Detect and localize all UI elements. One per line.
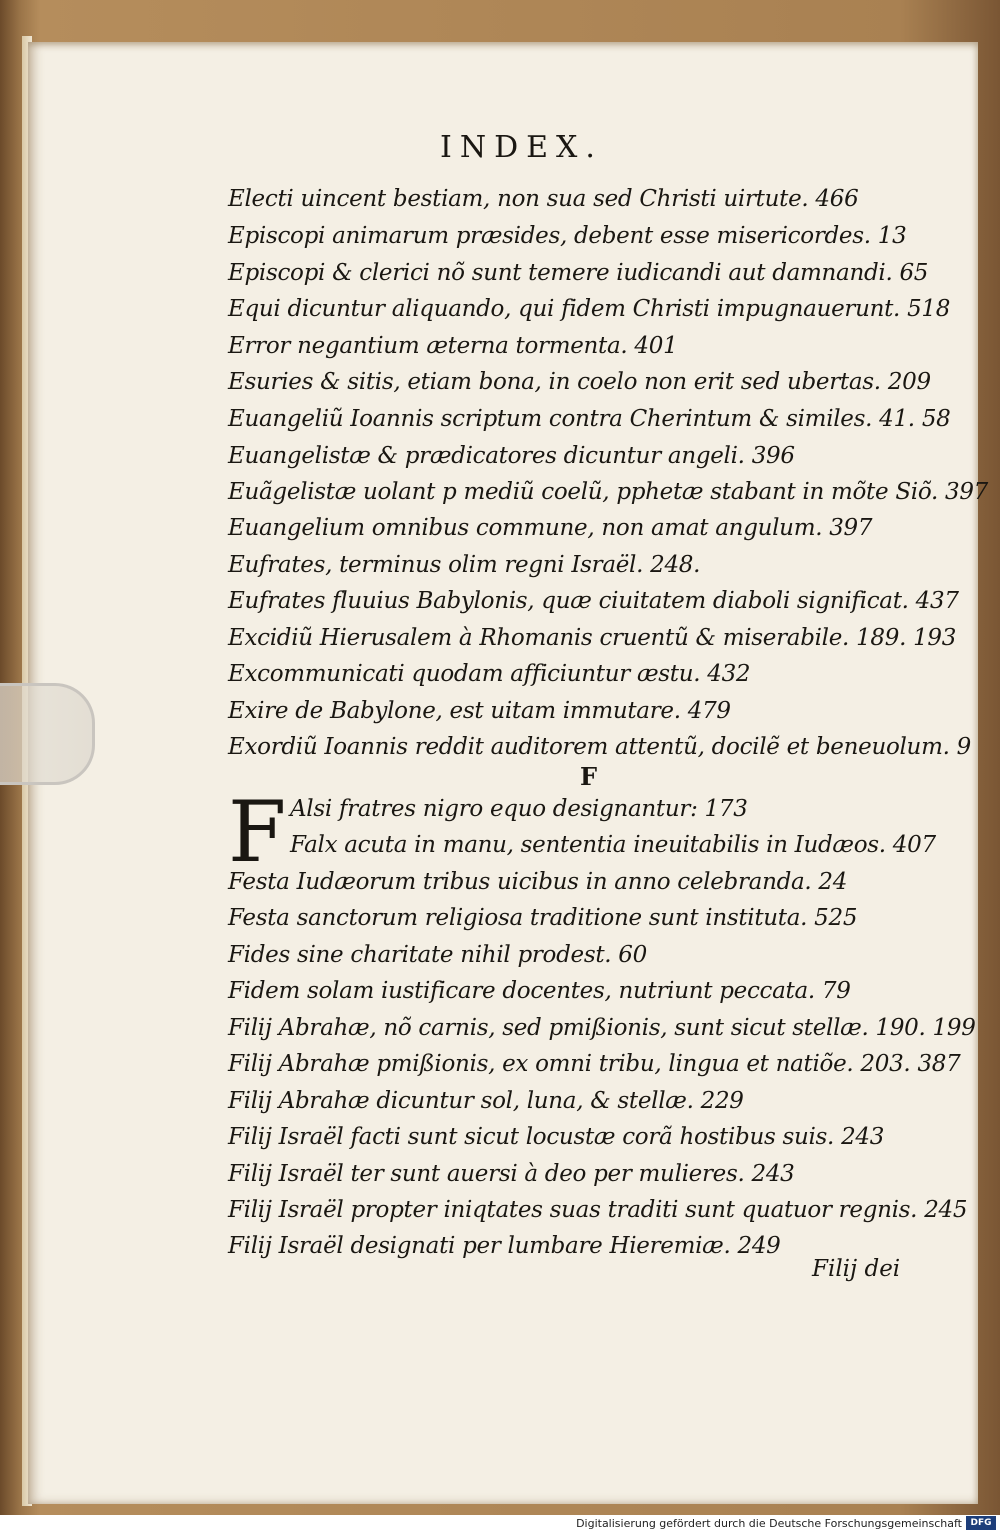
page-heading: INDEX. [440,130,603,165]
index-entry: Filij Abrahæ dicuntur sol, luna, & stellæ. 229 [228,1088,744,1114]
index-entry: Eufrates fluuius Babylonis, quæ ciuitatem diaboli significat. 437 [228,588,959,614]
index-entry: Falx acuta in manu, sententia ineuitabilis in Iudæos. 407 [290,832,936,858]
index-entry: Episcopi animarum præsides, debent esse misericordes. 13 [228,223,907,249]
index-entry: Excidiũ Hierusalem à Rhomanis cruentũ & miserabile. 189. 193 [228,625,957,651]
index-entry: Episcopi & clerici nõ sunt temere iudicandi aut damnandi. 65 [228,260,929,286]
catchword: Filij dei [812,1256,901,1282]
index-entry: Error negantium æterna tormenta. 401 [228,333,678,359]
index-entry: Esuries & sitis, etiam bona, in coelo non erit sed ubertas. 209 [228,369,931,395]
index-entry: Filij Abrahæ pmißionis, ex omni tribu, lingua et natiõe. 203. 387 [228,1051,961,1077]
index-entry: Euangelium omnibus commune, non amat angulum. 397 [228,515,873,541]
index-entry: Euangelistæ & prædicatores dicuntur angeli. 396 [228,443,795,469]
index-entry: Festa sanctorum religiosa traditione sunt instituta. 525 [228,905,858,931]
index-entry: Exire de Babylone, est uitam immutare. 479 [228,698,731,724]
index-entry: Fidem solam iustificare docentes, nutriunt peccata. 79 [228,978,851,1004]
index-entry: Electi uincent bestiam, non sua sed Christi uirtute. 466 [228,186,859,212]
index-entry: Eufrates, terminus olim regni Israël. 248. [228,552,701,578]
index-entry: Filij Israël designati per lumbare Hieremiæ. 249 [228,1233,781,1259]
index-entry: Euãgelistæ uolant p mediũ coelũ, pphetæ stabant in mõte Siõ. 397 [228,479,989,505]
index-entry: Filij Israël facti sunt sicut locustæ corã hostibus suis. 243 [228,1124,885,1150]
section-letter: F [580,762,598,791]
index-entry: Excommunicati quodam afficiuntur æstu. 432 [228,661,751,687]
footer-credit: Digitalisierung gefördert durch die Deutsche Forschungsgemeinschaft [576,1517,962,1530]
dfg-logo: DFG [966,1516,996,1530]
index-entry: Filij Israël ter sunt auersi à deo per mulieres. 243 [228,1161,795,1187]
index-entry: Festa Iudæorum tribus uicibus in anno celebranda. 24 [228,869,848,895]
index-entry: Exordiũ Ioannis reddit auditorem attentũ, docilẽ et beneuolum. 9 [228,734,971,760]
index-entry: Euangeliũ Ioannis scriptum contra Cherintum & similes. 41. 58 [228,406,951,432]
index-entry: Filij Israël propter iniqtates suas traditi sunt quatuor regnis. 245 [228,1197,968,1223]
index-entry: Equi dicuntur aliquando, qui fidem Christi impugnauerunt. 518 [228,296,951,322]
drop-cap: F [228,783,287,881]
index-entry: Fides sine charitate nihil prodest. 60 [228,942,647,968]
index-entry: Alsi fratres nigro equo designantur: 173 [290,796,748,822]
index-entry: Filij Abrahæ, nõ carnis, sed pmißionis, sunt sicut stellæ. 190. 199 [228,1015,976,1041]
